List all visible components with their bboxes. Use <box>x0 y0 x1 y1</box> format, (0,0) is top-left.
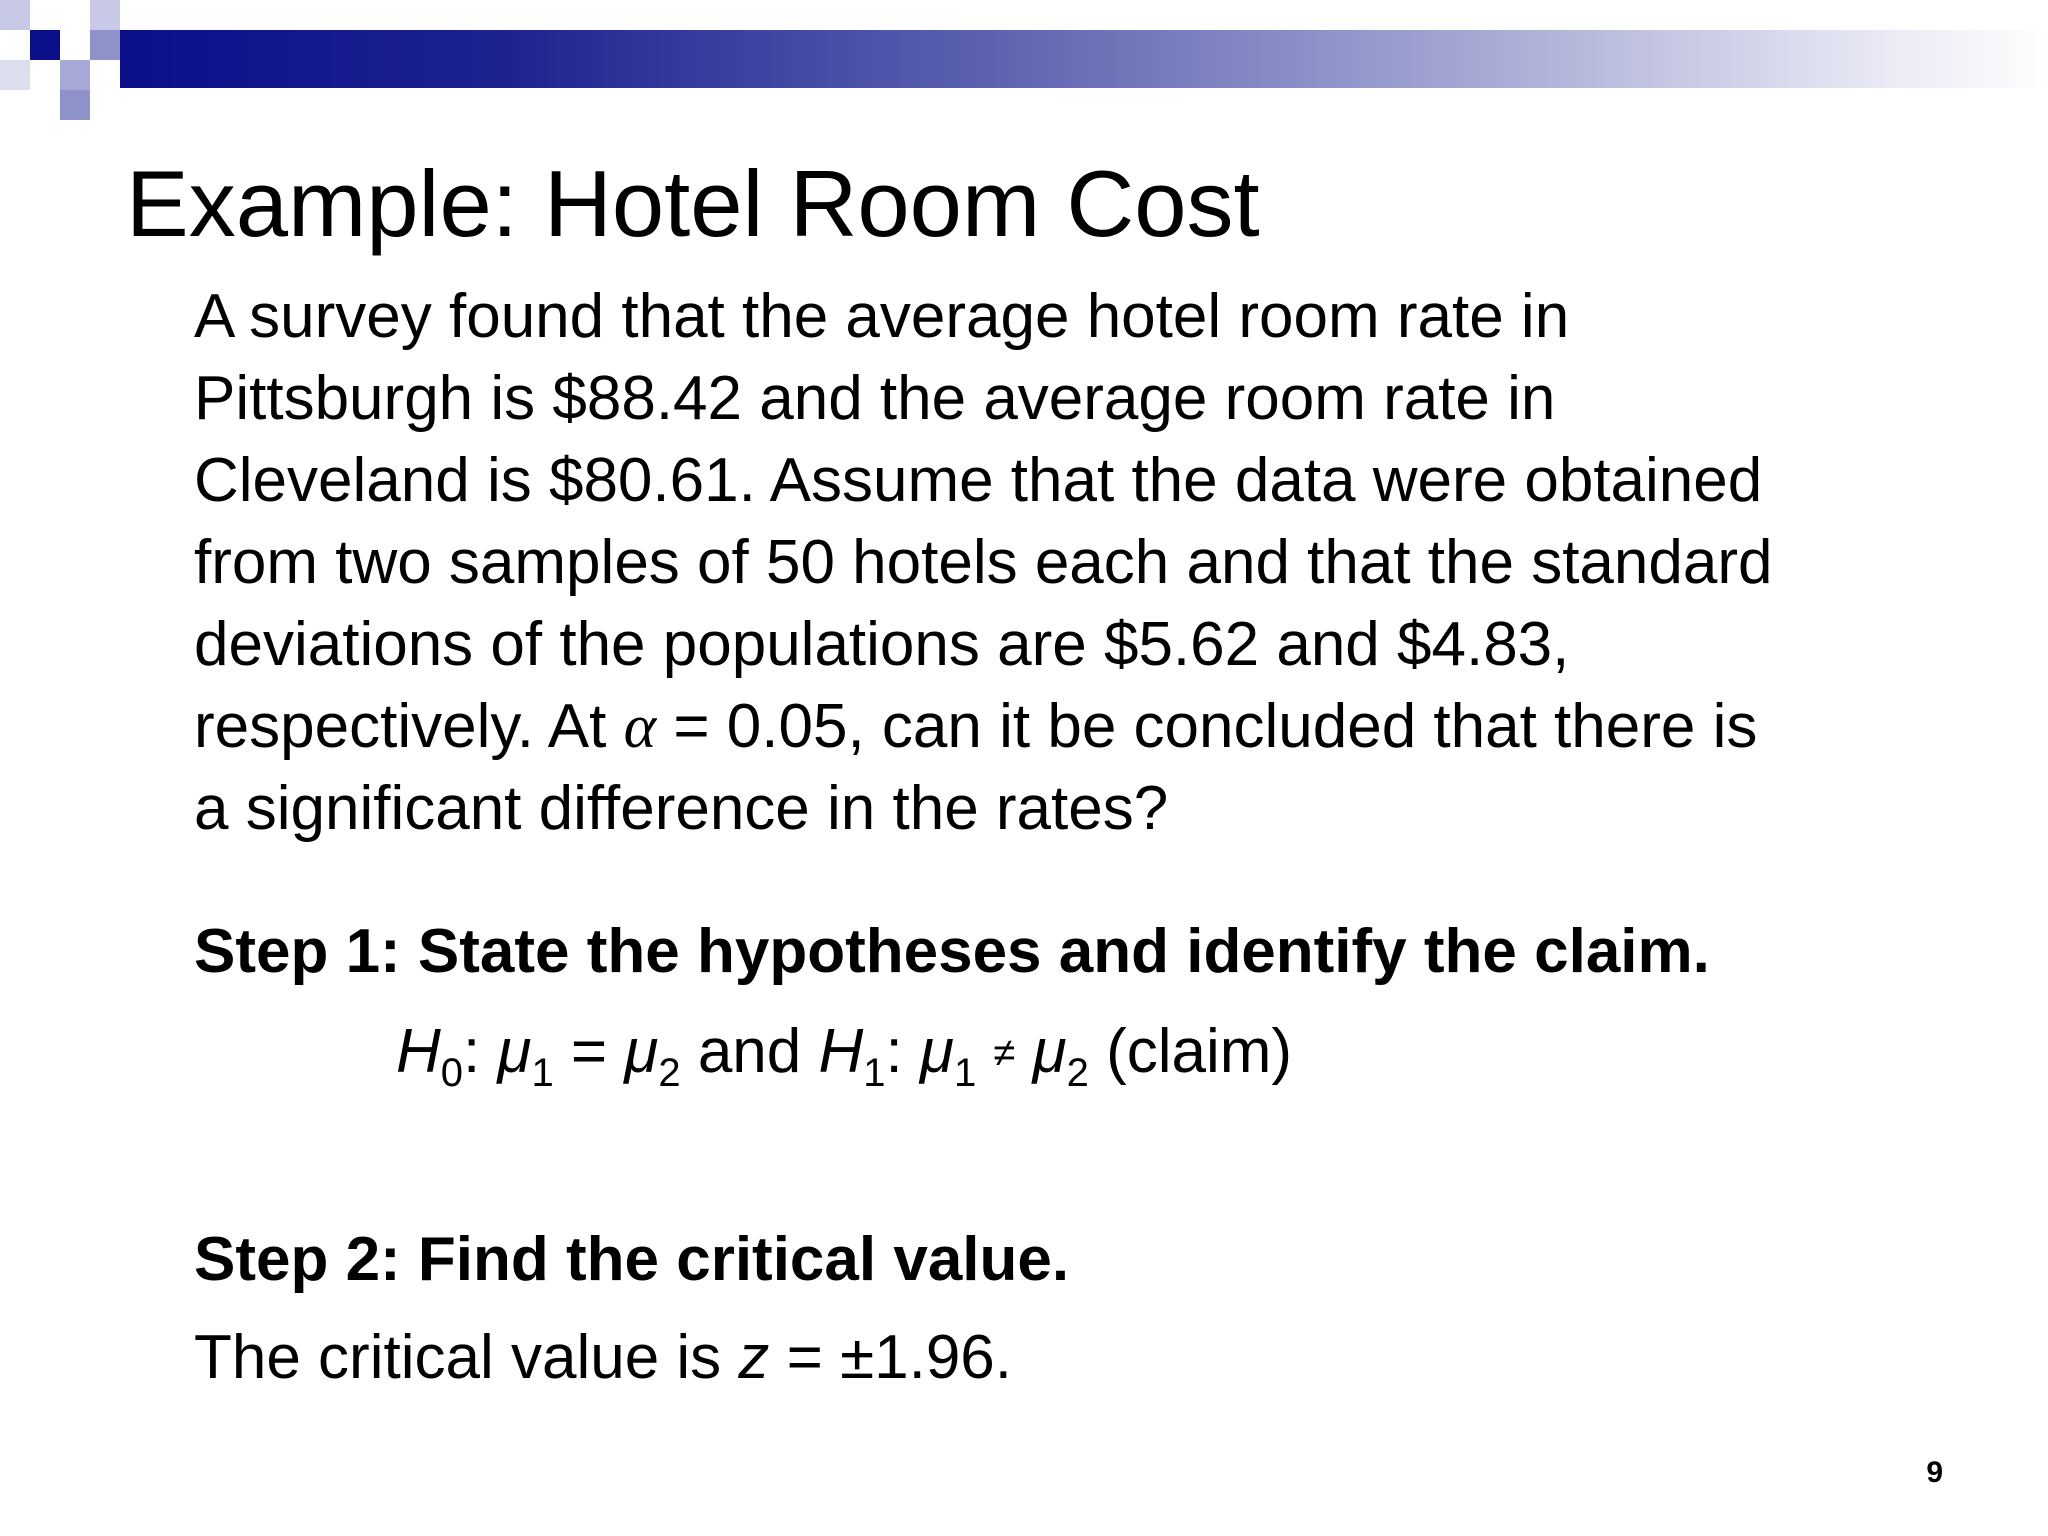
header-gradient-bar <box>120 30 2048 88</box>
critical-before: The critical value is <box>194 1323 739 1392</box>
problem-line-1: A survey found that the average hotel room rate in <box>194 282 1570 351</box>
mu1-symbol-alt: μ <box>919 1017 954 1086</box>
mu2-subscript-alt: 2 <box>1066 1051 1089 1095</box>
mu1-symbol: μ <box>497 1017 532 1086</box>
mu2-subscript: 2 <box>658 1051 681 1095</box>
decor-square-light-5 <box>0 60 30 90</box>
step2-heading: Step 2: Find the critical value. <box>194 1225 1070 1294</box>
mu1-subscript-alt: 1 <box>953 1051 977 1095</box>
step1-heading: Step 1: State the hypotheses and identify the claim. <box>194 917 1710 986</box>
and-word: and <box>680 1017 819 1086</box>
problem-line-6 <box>194 686 1974 768</box>
problem-line-2: Pittsburgh is $88.42 and the average room rate in <box>194 364 1556 433</box>
h1-subscript: 1 <box>863 1051 886 1095</box>
h0-colon: : <box>463 1017 498 1086</box>
line6-before: respectively. At <box>194 692 624 761</box>
problem-statement <box>194 276 1974 850</box>
decor-square-light-2 <box>90 0 120 30</box>
critical-value-text <box>194 1322 1012 1393</box>
z-symbol: z <box>738 1323 770 1392</box>
mu2-symbol: μ <box>624 1017 659 1086</box>
not-equal-sign: ≠ <box>993 1031 1016 1075</box>
decor-square-light-6 <box>60 90 90 120</box>
slide-title: Example: Hotel Room Cost <box>126 151 1260 256</box>
decor-square-light-3 <box>90 30 120 60</box>
decor-square-light-4 <box>60 60 90 90</box>
page-number: 9 <box>1926 1456 1943 1489</box>
claim-label: (claim) <box>1088 1017 1293 1086</box>
mu1-subscript: 1 <box>531 1051 554 1095</box>
decor-square-dark-1 <box>30 30 60 60</box>
h0-letter: H <box>396 1017 441 1086</box>
h0-subscript: 0 <box>440 1051 464 1095</box>
problem-line-5: deviations of the populations are $5.62 and $4.83, <box>194 610 1570 679</box>
line6-after: = 0.05, can it be concluded that there is <box>656 692 1758 761</box>
h1-letter: H <box>818 1017 864 1086</box>
problem-line-4: from two samples of 50 hotels each and that the standard <box>194 528 1773 597</box>
h1-colon: : <box>885 1017 920 1086</box>
problem-line-7: a significant difference in the rates? <box>194 774 1169 843</box>
problem-line-3: Cleveland is $80.61. Assume that the data were obtained <box>194 446 1763 515</box>
hypotheses <box>396 1016 1293 1095</box>
critical-after: = ±1.96. <box>769 1323 1013 1392</box>
alpha-symbol: α <box>623 693 657 761</box>
decor-square-light-1 <box>0 0 30 30</box>
mu2-symbol-alt: μ <box>1032 1017 1067 1086</box>
equals-sign: = <box>553 1017 625 1086</box>
